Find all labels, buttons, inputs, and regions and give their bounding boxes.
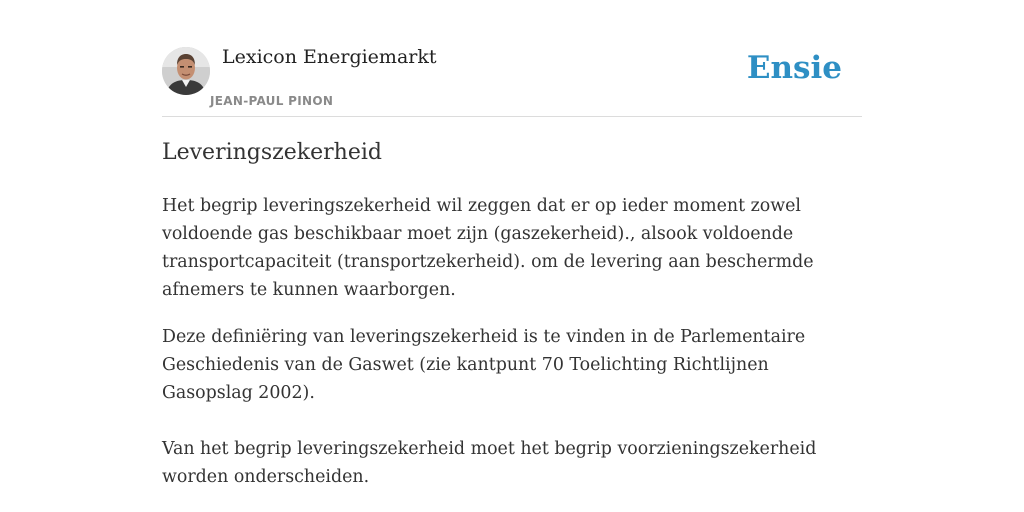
author-avatar[interactable] [162, 47, 210, 95]
author-name[interactable]: JEAN-PAUL PINON [210, 94, 334, 108]
lexicon-title-link[interactable]: Lexicon Energiemarkt [222, 46, 437, 68]
entry-body [162, 192, 862, 491]
avatar-portrait-icon [162, 47, 210, 95]
entry-paragraph-3: Van het begrip leveringszekerheid moet het begrip voorzieningszekerheid worden onderscheiden. [162, 439, 817, 487]
entry-paragraph-2: Deze definiëring van leveringszekerheid is te vinden in de Parlementaire Geschiedenis van de Gaswet (zie kantpunt 70 Toelichting Richtlijnen Gasopslag 2002). [162, 327, 806, 403]
entry-paragraph-1: Het begrip leveringszekerheid wil zeggen dat er op ieder moment zowel voldoende gas beschikbaar moet zijn (gaszekerheid)., alsook voldoende transportcapaciteit (transportzekerheid). om de levering aan beschermde afnemers te kunnen waarborgen. [162, 196, 814, 300]
ensie-logo[interactable]: Ensie [746, 50, 842, 86]
lexicon-header [162, 42, 862, 117]
entry-title: Leveringszekerheid [162, 140, 382, 165]
